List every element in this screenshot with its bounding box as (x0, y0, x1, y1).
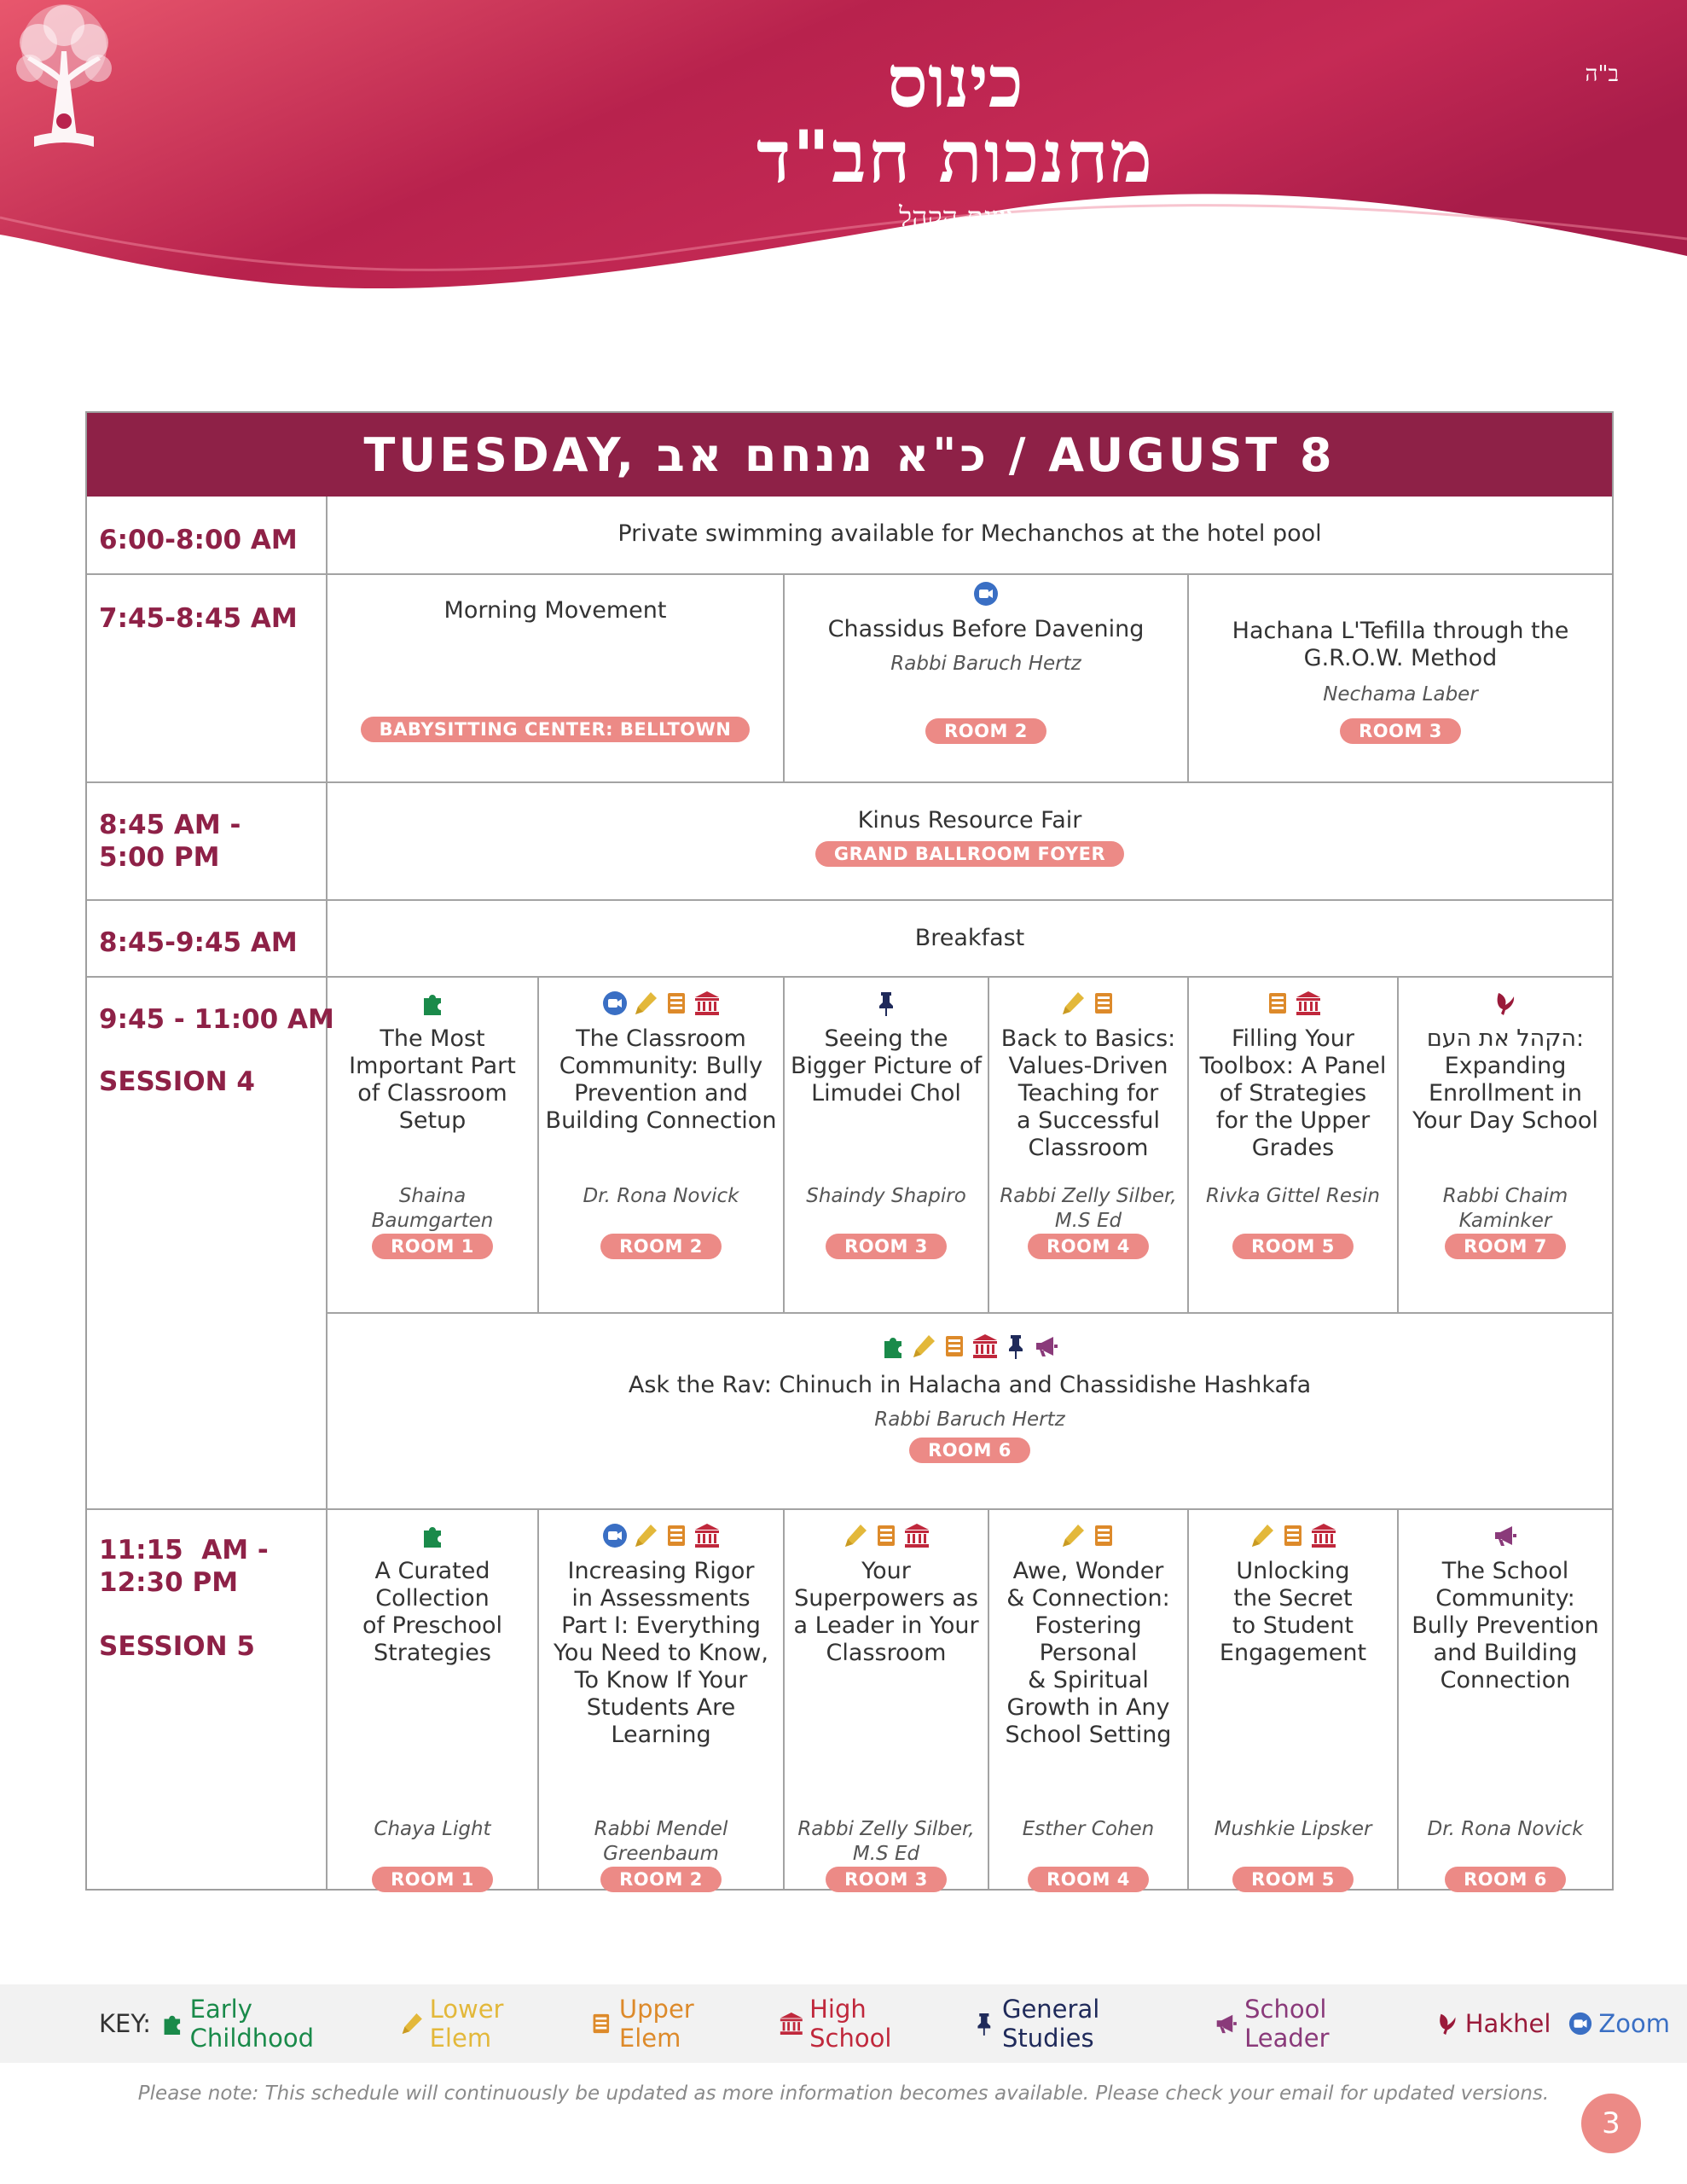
event-title-line: & Connection: (1006, 1585, 1170, 1612)
event-title: Chassidus Before Davening (827, 616, 1145, 642)
event-title: Private swimming available for Mechanchos at the hotel pool (617, 520, 1322, 547)
pencil-icon (632, 1522, 659, 1549)
audience-icons (328, 990, 537, 1020)
book-icon (1090, 990, 1117, 1017)
book-icon (1090, 1522, 1117, 1549)
row-divider (326, 1312, 1612, 1314)
speaker-name: Rabbi Zelly Silber, (797, 1818, 975, 1840)
zoom-icon (785, 580, 1187, 611)
room-badge: ROOM 3 (826, 1234, 947, 1259)
event-title-line: Your Day School (1412, 1107, 1598, 1134)
legend-item-label: School Leader (1244, 1995, 1330, 2053)
legend-item (588, 1995, 762, 2053)
speaker-name: Esther Cohen (1022, 1818, 1155, 1840)
speaker-name: Greenbaum (603, 1843, 719, 1865)
event-title-line: Community: (1435, 1585, 1575, 1612)
event-title-line: in Assessments (571, 1585, 751, 1612)
event-title-line: & Spiritual (1028, 1667, 1149, 1693)
session-event-cell (328, 1522, 537, 1890)
event-title-line: Community: Bully (559, 1053, 763, 1079)
speaker-name: Baumgarten (371, 1210, 494, 1232)
audience-icons (1189, 990, 1397, 1020)
legend-label: KEY: (99, 2009, 151, 2038)
event-title-line: of Strategies (1219, 1080, 1367, 1107)
page-number: 3 (1581, 2094, 1641, 2153)
pencil-icon (632, 990, 659, 1017)
logo-line-3: שנת הקהל (899, 200, 1012, 233)
event-title-line: Learning (611, 1722, 711, 1748)
event-title-line: Filling Your (1231, 1025, 1355, 1052)
legend-item (399, 1995, 571, 2053)
room-badge: ROOM 4 (1028, 1867, 1149, 1892)
speaker-name: M.S Ed (852, 1843, 920, 1865)
puzzle-icon (419, 1522, 446, 1549)
speaker-name: Rabbi Chaim (1442, 1185, 1568, 1207)
room-badge: BABYSITTING CENTER: BELLTOWN (361, 717, 751, 742)
session-event-cell (989, 990, 1187, 1257)
session-event-cell (1399, 1522, 1612, 1890)
event-title-line: The Classroom (576, 1025, 746, 1052)
speaker-name: Rabbi Baruch Hertz (874, 1409, 1065, 1431)
event-title-line: Awe, Wonder (1012, 1558, 1164, 1584)
event-title-line: Fostering (1035, 1612, 1142, 1639)
bh-mark: ב"ה (1585, 61, 1619, 87)
audience-icons (539, 990, 783, 1020)
logo-line-1: כינוס (887, 39, 1023, 124)
speaker-name: Shaina (398, 1185, 467, 1207)
speaker-name: Nechama Laber (1323, 683, 1478, 706)
audience-icons (539, 1522, 783, 1553)
pencil-icon (842, 1522, 869, 1549)
header-banner (0, 0, 1687, 307)
audience-icons (989, 1522, 1187, 1553)
event-title-line: To Know If Your (574, 1667, 748, 1693)
event-title-line: Classroom (1028, 1135, 1149, 1161)
event-title-line: and Building (1433, 1640, 1578, 1666)
schedule-table (85, 411, 1614, 1891)
session-event-cell (989, 1522, 1187, 1890)
building-icon (693, 1522, 721, 1549)
audience-icons (785, 990, 988, 1020)
legend-item-label: High School (809, 1995, 892, 2053)
event-title-line: Part I: Everything (561, 1612, 761, 1639)
session-event-cell (785, 1522, 988, 1890)
event-cell (785, 580, 1187, 781)
day-title: TUESDAY, כ"א מנחם אב / AUGUST 8 (87, 413, 1612, 497)
legend-key (0, 1984, 1687, 2063)
legend-item-label: Hakhel (1464, 2009, 1551, 2038)
time-slot: 9:45 - 11:00 AM (99, 1004, 334, 1035)
event-title-line: Setup (398, 1107, 467, 1134)
legend-item-label: Zoom (1598, 2009, 1670, 2038)
event-title-line: Grades (1251, 1135, 1335, 1161)
pencil-icon (910, 1333, 937, 1360)
book-icon (663, 1522, 690, 1549)
event-title-line: of Preschool (362, 1612, 503, 1639)
book-icon (588, 2011, 614, 2036)
book-icon (663, 990, 690, 1017)
legend-item (1568, 2009, 1670, 2038)
hakhel-icon (1435, 2011, 1460, 2036)
time-line: 11:15 AM - (99, 1535, 269, 1565)
event-title-line: Limudei Chol (811, 1080, 961, 1107)
room-badge: ROOM 6 (1445, 1867, 1566, 1892)
building-icon (693, 990, 721, 1017)
row-divider (87, 899, 1612, 901)
audience-icons (1399, 1522, 1612, 1553)
building-icon (779, 2011, 804, 2036)
time-slot: 8:45-9:45 AM (99, 927, 298, 958)
room-badge: ROOM 7 (1445, 1234, 1566, 1259)
audience-icons (328, 1333, 1612, 1363)
building-icon (971, 1333, 999, 1360)
speaker-name: Rabbi Baruch Hertz (890, 653, 1081, 675)
room-badge: ROOM 1 (372, 1234, 493, 1259)
event-title-line: You Need to Know, (554, 1640, 768, 1666)
time-slot: 6:00-8:00 AM (99, 525, 298, 555)
event-title-line: the Secret (1233, 1585, 1353, 1612)
speaker-name: Rabbi Mendel (594, 1818, 728, 1840)
room-badge: GRAND BALLROOM FOYER (815, 841, 1124, 867)
event-title-line: Superpowers as (794, 1585, 978, 1612)
conference-logo-text (751, 39, 1160, 234)
speaker-name: Kaminker (1458, 1210, 1552, 1232)
event-title-line: School Setting (1005, 1722, 1172, 1748)
event-title-line: to Student (1232, 1612, 1354, 1639)
room-badge: ROOM 2 (600, 1867, 722, 1892)
zoom-icon (601, 1522, 629, 1549)
megaphone-icon (1033, 1333, 1060, 1360)
event-title-line: Seeing the (824, 1025, 948, 1052)
event-title-line: for the Upper (1215, 1107, 1371, 1134)
event-title-line: Collection (375, 1585, 490, 1612)
zoom-icon (1568, 2011, 1593, 2036)
legend-item-label: Early Childhood (189, 1995, 315, 2053)
logo-line-2: מחנכות חב"ד (756, 114, 1155, 199)
event-title-line: Students Are (586, 1694, 736, 1721)
legend-item-label: Lower Elem (429, 1995, 504, 2053)
event-cell (1189, 618, 1612, 781)
event-title-line: Bigger Picture of (790, 1053, 983, 1079)
session-event-cell (785, 990, 988, 1257)
book-icon (872, 1522, 900, 1549)
building-icon (1310, 1522, 1337, 1549)
event-title-line: Bully Prevention (1412, 1612, 1599, 1639)
event-title: Kinus Resource Fair (857, 807, 1082, 834)
zoom-icon (601, 990, 629, 1017)
speaker-name: Dr. Rona Novick (583, 1185, 739, 1207)
event-title-line: Teaching for (1017, 1080, 1159, 1107)
pin-icon (971, 2011, 997, 2036)
audience-icons (785, 1522, 988, 1553)
legend-item (1214, 1995, 1417, 2053)
speaker-name: Chaya Light (374, 1818, 491, 1840)
pencil-icon (399, 2011, 425, 2036)
event-title-line: of Classroom (357, 1080, 507, 1107)
event-title-line: The School (1441, 1558, 1569, 1584)
event-title-line: Prevention and (574, 1080, 748, 1107)
session-event-cell (539, 990, 783, 1257)
audience-icons (328, 1522, 537, 1553)
time-slot: 7:45-8:45 AM (99, 603, 298, 634)
building-icon (903, 1522, 930, 1549)
book-icon (1279, 1522, 1307, 1549)
event-title: Breakfast (914, 925, 1025, 951)
row-divider (87, 976, 1612, 978)
time-slot (99, 1534, 269, 1599)
room-badge: ROOM 5 (1232, 1867, 1354, 1892)
speaker-name: M.S Ed (1054, 1210, 1122, 1232)
event-title-line: A Curated (374, 1558, 490, 1584)
legend-item (779, 1995, 954, 2053)
audience-icons (1189, 1522, 1397, 1553)
event-title-line: Engagement (1219, 1640, 1367, 1666)
room-badge: ROOM 6 (909, 1438, 1030, 1463)
audience-icons (989, 990, 1187, 1020)
time-line: 5:00 PM (99, 842, 220, 873)
row-divider (87, 573, 1612, 575)
event-title-line: G.R.O.W. Method (1303, 645, 1498, 671)
event-title-line: Your (861, 1558, 911, 1584)
room-badge: ROOM 3 (826, 1867, 947, 1892)
speaker-name: Shaindy Shapiro (806, 1185, 966, 1207)
event-title-line: Hachana L'Tefilla through the (1232, 618, 1569, 644)
puzzle-icon (419, 990, 446, 1017)
event-title-line: Toolbox: A Panel (1199, 1053, 1387, 1079)
room-badge: ROOM 2 (925, 718, 1046, 744)
session-event-cell (1189, 990, 1397, 1257)
legend-item-label: General Studies (1001, 1995, 1100, 2053)
legend-item (159, 1995, 382, 2053)
speaker-name: Dr. Rona Novick (1427, 1818, 1584, 1840)
puzzle-icon (879, 1333, 907, 1360)
event-title-line: Increasing Rigor (567, 1558, 755, 1584)
footer-note: Please note: This schedule will continuously be updated as more information becomes available. Please check your email for updated versions. (137, 2082, 1550, 2105)
hakhel-icon (1492, 990, 1519, 1017)
time-slot (99, 809, 241, 874)
event-title-line: Enrollment in (1428, 1080, 1582, 1107)
room-badge: ROOM 2 (600, 1234, 722, 1259)
event-title-line: a Successful (1017, 1107, 1160, 1134)
event-title-line: הקהל את העם: (1426, 1025, 1585, 1052)
legend-item (1435, 2009, 1551, 2038)
speaker-name: Mushkie Lipsker (1214, 1818, 1372, 1840)
pin-icon (872, 990, 900, 1017)
row-divider (87, 1508, 1612, 1510)
session-label: SESSION 5 (99, 1631, 255, 1662)
session-event-cell (1189, 1522, 1397, 1890)
room-badge: ROOM 1 (372, 1867, 493, 1892)
building-icon (1295, 990, 1322, 1017)
event-title-line: Classroom (826, 1640, 947, 1666)
session-event-cell (1399, 990, 1612, 1257)
row-divider (87, 781, 1612, 783)
room-badge: ROOM 3 (1340, 718, 1461, 744)
book-icon (941, 1333, 968, 1360)
event-title-line: Unlocking (1236, 1558, 1350, 1584)
pencil-icon (1059, 990, 1087, 1017)
event-cell (328, 1333, 1612, 1463)
event-title-line: Expanding (1444, 1053, 1567, 1079)
book-icon (1264, 990, 1291, 1017)
legend-item-label: Upper Elem (618, 1995, 694, 2053)
legend-item (971, 1995, 1197, 2053)
pin-icon (1002, 1333, 1029, 1360)
megaphone-icon (1492, 1522, 1519, 1549)
tree-logo-icon (0, 0, 128, 171)
session-label: SESSION 4 (99, 1066, 255, 1097)
event-title-line: Strategies (374, 1640, 491, 1666)
pencil-icon (1059, 1522, 1087, 1549)
room-badge: ROOM 4 (1028, 1234, 1149, 1259)
speaker-name: Rabbi Zelly Silber, (1000, 1185, 1177, 1207)
event-title-line: a Leader in Your (793, 1612, 979, 1639)
event-title-line: Values-Driven (1008, 1053, 1168, 1079)
event-title-line: The Most (380, 1025, 485, 1052)
event-title-line: Personal (1039, 1640, 1138, 1666)
event-title-line: Important Part (349, 1053, 516, 1079)
session-event-cell (328, 990, 537, 1257)
time-line: 12:30 PM (99, 1567, 239, 1598)
time-line: 8:45 AM - (99, 810, 241, 840)
event-title-line: Building Connection (545, 1107, 777, 1134)
room-badge: ROOM 5 (1232, 1234, 1354, 1259)
megaphone-icon (1214, 2011, 1239, 2036)
event-title: Morning Movement (443, 597, 667, 624)
event-title-line: Connection (1440, 1667, 1571, 1693)
event-cell (328, 807, 1612, 867)
event-title-line: Back to Basics: (1000, 1025, 1176, 1052)
session-event-cell (539, 1522, 783, 1890)
event-title: Ask the Rav: Chinuch in Halacha and Chassidishe Hashkafa (628, 1372, 1312, 1398)
event-title-line: Growth in Any (1006, 1694, 1170, 1721)
pencil-icon (1249, 1522, 1276, 1549)
event-cell (328, 597, 783, 781)
speaker-name: Rivka Gittel Resin (1206, 1185, 1380, 1207)
puzzle-icon (159, 2011, 185, 2036)
audience-icons (1399, 990, 1612, 1020)
